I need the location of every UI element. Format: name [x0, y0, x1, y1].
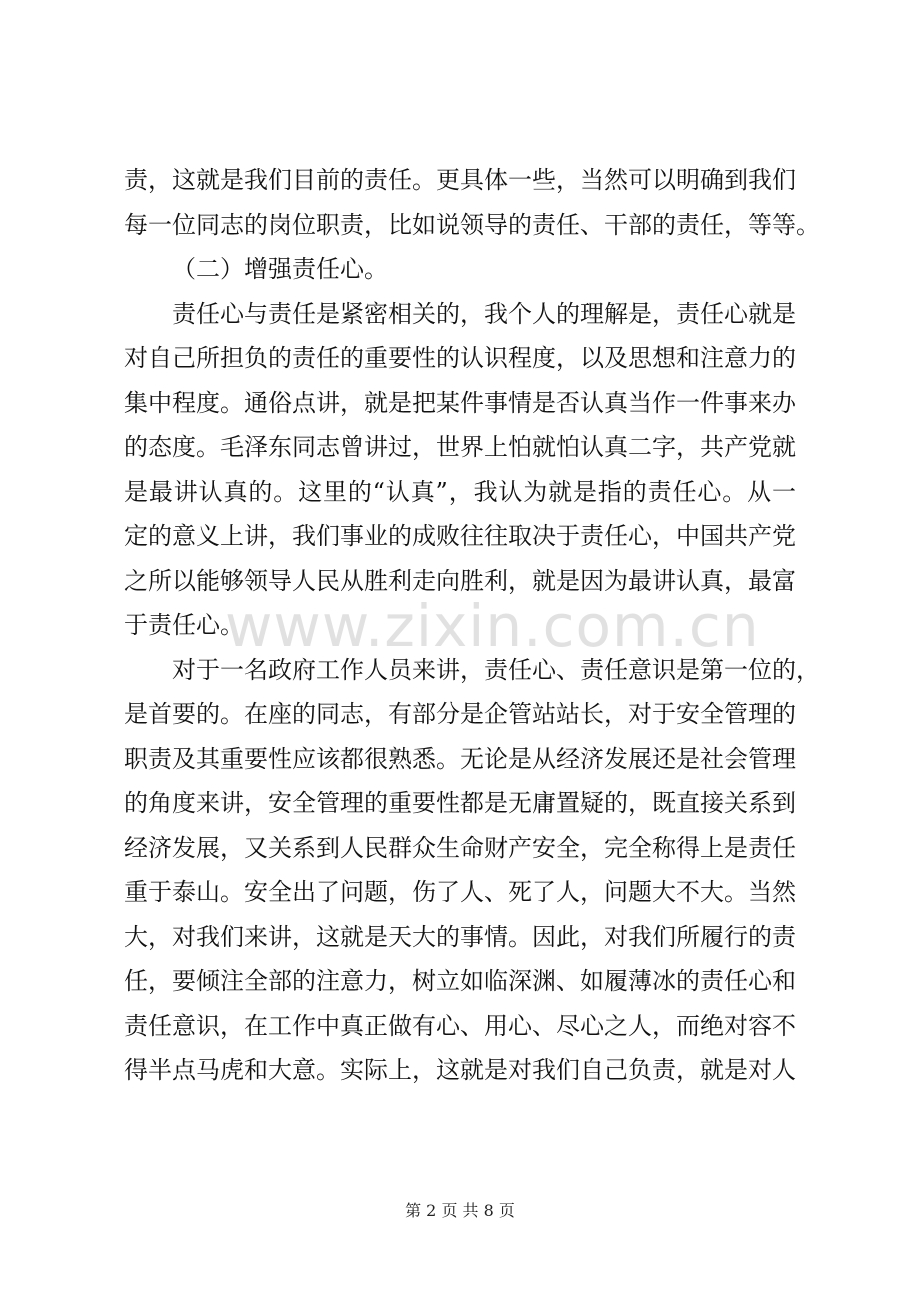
text-line: 重于泰山。安全出了问题，伤了人、死了人，问题大不大。当然 — [124, 878, 796, 906]
text-line: 是最讲认真的。这里的“认真”，我认为就是指的责任心。从一 — [124, 477, 796, 506]
text-line: 集中程度。通俗点讲，就是把某件事情是否认真当作一件事来办 — [124, 388, 796, 417]
text-line: 责任意识，在工作中真正做有心、用心、尽心之人，而绝对容不 — [124, 1011, 796, 1040]
text-line: 经济发展，又关系到人民群众生命财产安全，完全称得上是责任 — [124, 833, 796, 862]
text-line: 责，这就是我们目前的责任。更具体一些，当然可以明确到我们 — [124, 166, 796, 194]
text-line: 的角度来讲，安全管理的重要性都是无庸置疑的，既直接关系到 — [124, 789, 796, 817]
text-line: （二）增强责任心。 — [172, 255, 388, 283]
text-line: 对自己所担负的责任的重要性的认识程度，以及思想和注意力的 — [124, 344, 796, 372]
watermark: www.zixin.com.cn — [225, 592, 760, 660]
text-line: 责任心与责任是紧密相关的，我个人的理解是，责任心就是 — [172, 299, 796, 328]
text-line: 对于一名政府工作人员来讲，责任心、责任意识是第一位的， — [172, 655, 820, 684]
text-line: 大，对我们来讲，这就是天大的事情。因此，对我们所履行的责 — [124, 922, 796, 951]
text-line: 之所以能够领导人民从胜利走向胜利，就是因为最讲认真，最富 — [124, 566, 796, 595]
text-line: 定的意义上讲，我们事业的成败往往取决于责任心，中国共产党 — [124, 522, 796, 550]
text-line: 的态度。毛泽东同志曾讲过，世界上怕就怕认真二字，共产党就 — [124, 433, 796, 461]
text-line: 是首要的。在座的同志，有部分是企管站站长，对于安全管理的 — [124, 700, 796, 728]
text-line: 任，要倾注全部的注意力，树立如临深渊、如履薄冰的责任心和 — [124, 967, 796, 995]
text-line: 得半点马虎和大意。实际上，这就是对我们自己负责，就是对人 — [124, 1056, 796, 1084]
text-line: 每一位同志的岗位职责，比如说领导的责任、干部的责任，等等。 — [124, 210, 820, 239]
text-line: 于责任心。 — [124, 611, 244, 639]
text-line: 职责及其重要性应该都很熟悉。无论是从经济发展还是社会管理 — [124, 744, 796, 773]
page-footer: 第 2 页 共 8 页 — [405, 1201, 515, 1220]
